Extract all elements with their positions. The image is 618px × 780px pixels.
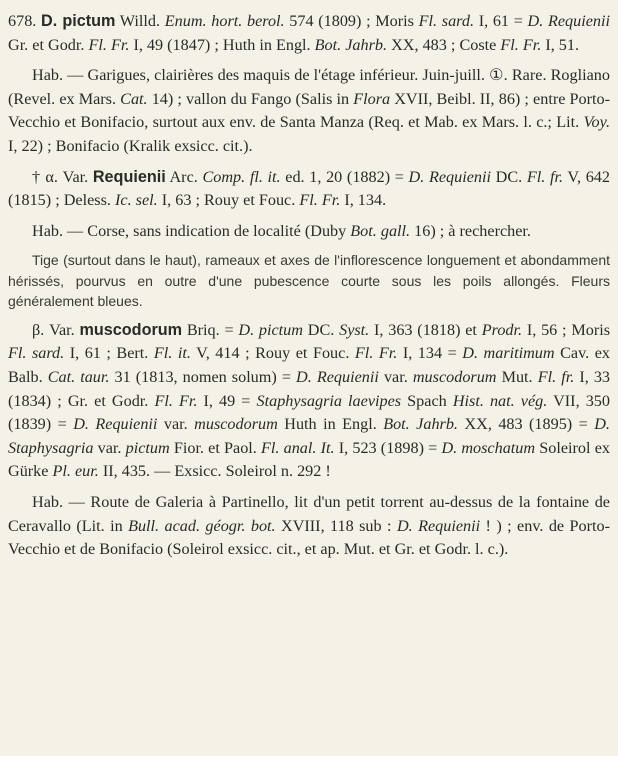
variety-beta-paragraph: β. Var. muscodorum Briq. = D. pictum DC. Syst. I, 363 (1818) et Prodr. I, 56 ; Moris Fl. sard. I, 61 ; Bert. Fl. it. V, 414 ; Rouy et Fouc. Fl. Fr. I, 134 = D. maritimum Cav. ex Balb. Cat. taur. 31 (1813, nomen solum) = D. Requienii var. muscodorum Mut. Fl. fr. I, 33 (1834) ; Gr. et Godr. Fl. Fr. I, 49 = Staphysagria laevipes Spach Hist. nat. vég. VII, 350 (1839) = D. Requienii var. muscodorum Huth in Engl. Bot. Jahrb. XX, 483 (1895) = D. Staphysagria var. pictum Fior. et Paol. Fl. anal. It. I, 523 (1898) = D. moschatum Soleirol ex Gürke Pl. eur. II, 435. — Exsicc. Soleirol n. 292 ! xyxy=(8,320,611,481)
italic-citation: Fl. sard. xyxy=(8,344,65,363)
italic-citation: Fl. fr. xyxy=(537,368,575,387)
italic-citation: D. Requienii xyxy=(296,368,379,387)
italic-citation: D. Requienii xyxy=(396,516,481,535)
italic-citation: muscodorum xyxy=(194,415,278,434)
italic-citation: Cat. xyxy=(120,89,148,108)
entry-number: 678. xyxy=(8,12,37,30)
italic-citation: Fl. sard. xyxy=(418,12,475,30)
italic-citation: Fl. fr. xyxy=(526,167,564,186)
italic-citation: Cat. taur. xyxy=(47,368,110,387)
variety-name: Requienii xyxy=(92,167,166,186)
italic-citation: D. Requienii xyxy=(73,415,158,434)
italic-citation: Bot. Jahrb. xyxy=(314,35,388,54)
variety-alpha-paragraph: † α. Var. Requienii Arc. Comp. fl. it. ed. 1, 20 (1882) = D. Requienii DC. Fl. fr. V, 642 (1815) ; Deless. Ic. sel. I, 63 ; Rouy et Fouc. Fl. Fr. I, 134. xyxy=(8,167,610,210)
entry-synonymy xyxy=(8,10,610,57)
italic-citation: Prodr. xyxy=(481,320,523,339)
italic-citation: D. Requienii xyxy=(408,167,491,186)
italic-citation: D. Staphysagria xyxy=(8,415,610,457)
page-bottom-strip xyxy=(0,756,618,780)
variety-alpha-habitat: Hab. — Corse, sans indication de localité (Duby Bot. gall. 16) ; à rechercher. xyxy=(32,221,531,240)
species-name: D. pictum xyxy=(41,12,116,30)
italic-citation: Fl. Fr. xyxy=(354,344,398,363)
italic-citation: Fl. it. xyxy=(153,344,191,363)
italic-citation: muscodorum xyxy=(412,368,497,387)
italic-citation: D. maritimum xyxy=(462,344,555,363)
italic-citation: Bull. acad. géogr. bot. xyxy=(128,516,276,535)
italic-citation: Fl. Fr. xyxy=(88,35,130,54)
italic-citation: Flora xyxy=(353,89,391,108)
italic-citation: Syst. xyxy=(339,320,370,339)
variety-alpha-description: Tige (surtout dans le haut), rameaux et axes de l'inflorescence longuement et abondamment hérissés, pourvus en outre d'une pubescence courte sous les poils allongés. Fleurs généralement bleues. xyxy=(8,252,610,310)
italic-citation: Staphysagria laevipes xyxy=(256,391,402,410)
habitat-paragraph: Hab. — Garigues, clairières des maquis de l'étage inférieur. Juin-juill. ①. Rare. Rogliano (Revel. ex Mars. Cat. 14) ; vallon du Fango (Salis in Flora XVII, Beibl. II, 86) ; entre Porto-Vecchio et Bonifacio, surtout aux env. de Santa Manza (Req. et Mab. ex Mars. l. c.; Lit. Voy. I, 22) ; Bonifacio (Kralik exsicc. cit.). xyxy=(8,66,610,155)
italic-citation: Voy. xyxy=(583,113,610,132)
italic-citation: Bot. Jahrb. xyxy=(383,415,458,434)
italic-citation: D. pictum xyxy=(238,320,303,339)
italic-citation: pictum xyxy=(125,438,170,457)
italic-citation: Enum. hort. berol. xyxy=(164,12,285,30)
italic-citation: Fl. Fr. xyxy=(154,391,198,410)
italic-citation: Comp. fl. it. xyxy=(202,167,281,186)
italic-citation: Ic. sel. xyxy=(115,191,158,210)
italic-citation: Hist. nat. vég. xyxy=(452,391,548,410)
italic-citation: Pl. eur. xyxy=(52,462,99,481)
italic-citation: D. moschatum xyxy=(441,438,536,457)
variety-name: muscodorum xyxy=(79,320,183,339)
italic-citation: Fl. anal. It. xyxy=(261,438,335,457)
italic-citation: Bot. gall. xyxy=(350,221,411,240)
italic-citation: D. Requienii xyxy=(527,12,610,30)
entry-content xyxy=(8,10,610,562)
variety-beta-habitat: Hab. — Route de Galeria à Partinello, lit d'un petit torrent au-dessus de la fontaine de Ceravallo (Lit. in Bull. acad. géogr. bot. XVIII, 118 sub : D. Requienii ! ) ; env. de Porto-Vecchio et de Bonifacio (Soleirol exsicc. cit., et ap. Mut. et Gr. et Godr. l. c.). xyxy=(8,493,610,559)
entry-synonymy-text: Willd. Enum. hort. berol. 574 (1809) ; Moris Fl. sard. I, 61 = D. Requienii Gr. et Godr. Fl. Fr. I, 49 (1847) ; Huth in Engl. Bot. Jahrb. XX, 483 ; Coste Fl. Fr. I, 51. xyxy=(8,12,610,54)
italic-citation: Fl. Fr. xyxy=(500,35,542,54)
italic-citation: Fl. Fr. xyxy=(299,191,341,210)
